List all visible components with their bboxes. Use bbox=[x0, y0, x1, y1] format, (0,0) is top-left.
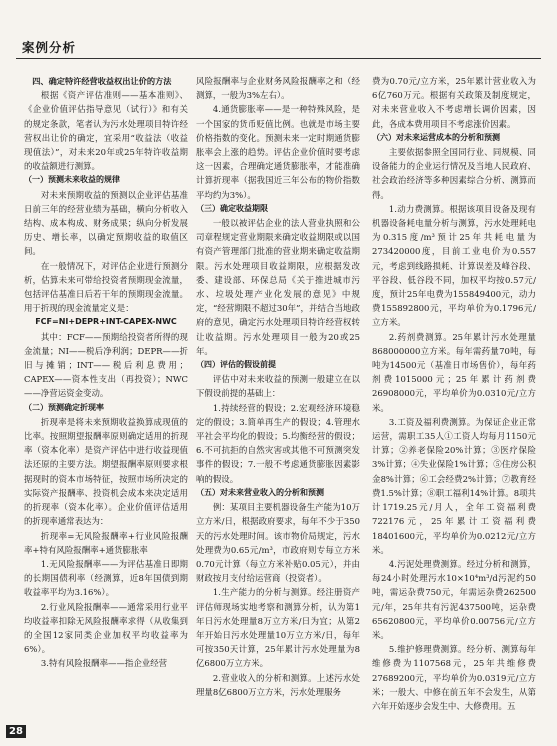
paragraph: 对未来预期收益的预测以企业评估基准日前三年的经营业绩为基础，横向分析收入结构、成本构成、财务成果；纵向分析发展历史、增长率，以确定预期收益的取值区间。 bbox=[24, 189, 188, 257]
paragraph: 5.维护修理费测算。经分析、测算每年维修费为1107568元，25年共维修费27689200元，平均单价为0.0319元/立方米；一般大、中修在前五年不会发生，从第六年开始逐步会发生中、大修费用。五 bbox=[372, 644, 536, 711]
subsection-heading: （六）对未来运营成本的分析和预测 bbox=[372, 132, 500, 142]
paragraph: 2.营业收入的分析和测算。上述污水处理量8亿6800万立方米，污水处理服务 bbox=[196, 672, 360, 697]
subsection-heading: （五）对未来营业收入的分析和预测 bbox=[196, 487, 324, 497]
paragraph: 1.生产能力的分析与测算。经注册资产评估师现场实地考察和测算分析，认为第1年日污水处理量8万立方米/日为宜；从第2年开始日污水处理量10万立方米/日，每年可按350天计算，25年累计污水处理量为8亿6800万立方米。 bbox=[196, 587, 360, 669]
paragraph: 主要依据参照全国同行业、同规模、同设备能力的企业运行情况及当地人民政府、社会政治经济等多种因素综合分析、测算而得。 bbox=[372, 147, 536, 200]
paragraph: 4.污泥处理费测算。经过分析和测算，每24小时处理污水10×10⁴m³/d污泥约50吨，需运杂费750元，年需运杂费262500元/年，25年共有污泥437500吨，运杂费65620800元，平均单价0.00756元/立方米。 bbox=[372, 558, 536, 640]
paragraph: 例：某项目主要机器设备生产能为10万立方米/日，根据政府要求，每年不少于350天的污水处理时间。该市物价局规定，污水处理费为0.65元/m³，市政府则专每立方米0.70元计算（每立方米补贴0.05元），并由财政按月支付给运营商（投资者）。 bbox=[196, 502, 360, 584]
paragraph: 4.通货膨胀率——是一种特殊风险，是一个国家的货币贬值比例。也就是市场主要价格指数的变化。预测未来一定时期通货膨胀率会上涨的趋势。评估企业价值时要考虑这一因素，合理确定通货膨胀率，才能准确计算折现率（据我国近三年公布的物价指数平均约为3%）。 bbox=[196, 104, 360, 200]
text-column-3 bbox=[372, 74, 536, 736]
paragraph: 其中：FCF——预期给投资者所得的现金流量；NI——税后净利润；DEPR——折旧与摊销；INT——税后利息费用；CAPEX——资本性支出（再投资）；NWC——净营运资金变动。 bbox=[24, 331, 188, 399]
paragraph: 评估中对未来收益的预测一般建立在以下假设前提的基础上： bbox=[196, 374, 360, 399]
header-divider bbox=[16, 58, 541, 59]
paragraph: 折现率是将未来预期收益换算成现值的比率。按照期望报酬率原则确定适用的折现率（资本化率）是资产评估中进行收益现值法还原的主要方法。期望报酬率原则要求根据现时的资本市场特征，按照市场所决定的实际资产报酬率、投资机会成本来决定适用的折现率（资本化率）。企业价值评估适用的折现率通常表达为： bbox=[24, 416, 188, 527]
formula: FCF=NI+DEPR+INT-CAPEX-NWC bbox=[35, 317, 177, 327]
subsection-heading: （四）评估的假设前提 bbox=[196, 360, 276, 370]
paragraph: 2.药剂费测算。25年累计污水处理量868000000立方米。每年需药量70吨，每吨为14500元（基准日市场售价），每年药剂费1015000元；25年累计药剂费26908000元，平均单价为0.0310元/立方米。 bbox=[372, 331, 536, 413]
page-header bbox=[0, 0, 557, 64]
paragraph: 一般以被评估企业的法人营业执照和公司章程规定营业期限来确定收益期限或以国有资产管理部门批准的营业期来确定收益期限。污水处理项目收益期限，应根据发改委、建设部、环保总局《关于推进城市污水、垃圾处理产业化发展的意见》中规定，“经营期限不超过30年”，并结合当地政府的意见，确定污水处理项目特许经营权转让收益期。污水处理项目一般为20或25年。 bbox=[196, 218, 360, 356]
text-column-1 bbox=[24, 74, 188, 736]
subsection-heading: （二）预测确定折现率 bbox=[24, 402, 104, 412]
paragraph: 1.无风险报酬率——为评估基准日即期的长期国债利率（经测算，近8年国债到期收益率平均为3.16%）。 bbox=[24, 558, 188, 598]
section-heading: 四、确定特许经营收益权出让价的方法 bbox=[32, 76, 172, 86]
subsection-heading: （三）确定收益期限 bbox=[196, 203, 268, 213]
paragraph: 3.工资及福利费测算。为保证企业正常运营，需职工35人①工资人均每月1150元计算；②养老保险20%计算；③医疗保险3%计算；④失业保险1%计算；⑤住房公积金8%计算；⑥工会经费2%计算；⑦教育经费1.5%计算；⑧职工福利14%计算。8项共计1719.25元/月人，全年工资福利费722176元，25年累计工资福利费18401600元，平均单价为0.0212元/立方米。 bbox=[372, 416, 536, 555]
paragraph: 折现率=无风险报酬率+行业风险报酬率+特有风险报酬率+通货膨胀率 bbox=[24, 530, 188, 555]
paragraph: 在一般情况下，对评估企业进行预测分析，估算未来可带给投资者预期现金流量，包括评估基准日后若干年的预期现金流量。用于折现的现金流量定义是： bbox=[24, 260, 188, 314]
text-column-2 bbox=[196, 74, 360, 736]
paragraph: 风险报酬率与企业财务风险报酬率之和（经测算，一般为3%左右）。 bbox=[196, 76, 360, 101]
subsection-heading: （一）预测未来收益的规律 bbox=[24, 175, 120, 185]
page-number: 28 bbox=[6, 725, 26, 738]
paragraph: 3.特有风险报酬率——指企业经营 bbox=[40, 658, 168, 669]
paragraph: 根据《资产评估准则——基本准则》、《企业价值评估指导意见（试行）》和有关的规定条款，笔者认为污水处理项目特许经营权出让价的确定，宜采用“收益法（收益现值法）”，对未来20年或25年特许收益期的收益额进行测算。 bbox=[24, 90, 188, 172]
paragraph: 1.持续经营的假设；2.宏观经济环境稳定的假设；3.简单再生产的假设；4.管理水平社会平均化的假设；5.均衡经营的假设；6.不可抗拒的自然灾害或其他不可预测突发事件的假设；7.一般不考虑通货膨胀因素影响的假设。 bbox=[196, 402, 360, 484]
paragraph: 1.动力费测算。根据该项目设备及现有机器设备耗电量分析与测算，污水处理耗电为0.315度/m³预计25年共耗电量为273420000度，目前工业电价为0.557元，考虑到线路损耗、计算误差及峰谷段、平谷段、低谷段不同，加权平均按0.57元/度，预计25年电费为155849400元，动力费155892800元，平均单价为0.1796元/立方米。 bbox=[372, 203, 536, 328]
section-title: 案例分析 bbox=[22, 40, 77, 55]
paragraph: 2.行业风险报酬率——通常采用行业平均收益率扣除无风险报酬率求得（从收集到的全国12家同类企业加权平均收益率为6%）。 bbox=[24, 601, 188, 655]
paragraph: 费为0.70元/立方米，25年累计营业收入为6亿760万元。根据有关政策及制度规定，对未来营业收入不考虑增长调价因素，因此，各成本费用项目不考虑涨价因素。 bbox=[372, 76, 536, 129]
